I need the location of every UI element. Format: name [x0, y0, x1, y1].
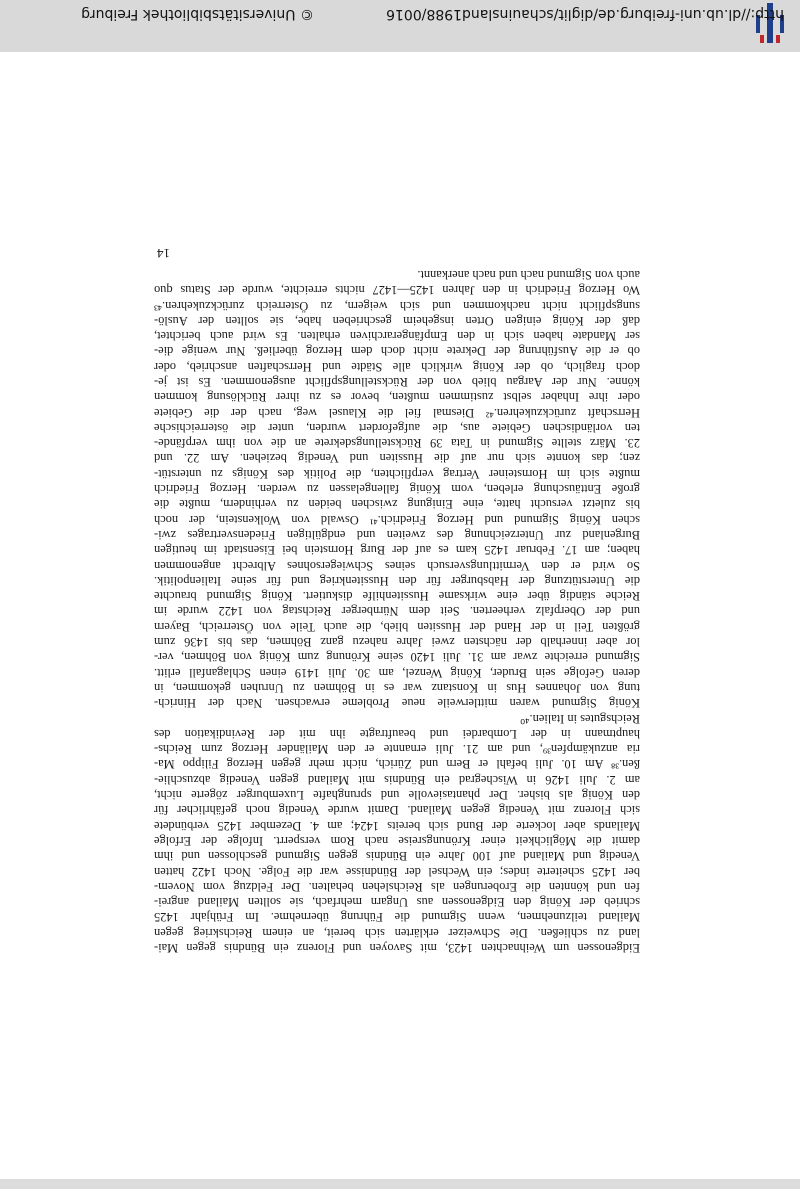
text-line: Sigmund erreichte zwar am 31. Juli 1420 seine Krönung zum König von Böhmen, ver- [154, 650, 640, 665]
body-text [154, 267, 640, 955]
text-line: Eidgenossen um Weihnachten 1423, mit Savoyen und Florenz ein Bündnis gegen Mai- [154, 941, 640, 955]
text-line: ßen.³⁸ Am 10. Juli befahl er Bern und Zürich, nicht mehr gegen Herzog Filippo Ma- [154, 757, 640, 772]
text-line: ria anzukämpfen³⁹, und am 21. Juli ernannte er den Mailänder Herzog zum Reichs- [154, 742, 640, 757]
footer-copyright: © Universitätsbibliothek Freiburg [81, 6, 314, 22]
text-line: So wird er den Vermittlungsversuch seines Schwiegersohnes Albrecht angenommen [154, 558, 640, 573]
text-line: fen und könnten die Eroberungen als Reichslehen behalten. Der Feldzug vom Novem- [154, 879, 640, 894]
text-line: ser Mandate haben sich in den Empfängerarchiven erhalten. Es wird auch berichtet, [154, 329, 640, 344]
text-line: zen; das konnte sich nur auf die Hussiten und Venedig beziehen. Am 22. und [154, 451, 640, 466]
text-line: 23. März stellte Sigmund in Tata 39 Rückstellungsdekrete an die von ihm verpfände- [154, 436, 640, 451]
text-line: könne. Nur der Aargau blieb von der Rückstellungspflicht ausgenommen. Es ist je- [154, 375, 640, 390]
text-line: Reichsgutes in Italien.⁴⁰ [520, 711, 640, 726]
text-line: daß der König einigen Orten insgeheim geschrieben habe, sie sollten der Auslö- [154, 313, 640, 328]
text-line: tung von Johannes Hus in Konstanz war es in Böhmen zu Unruhen gekommen, in [154, 680, 640, 695]
page-number: 14 [157, 246, 170, 261]
text-line: große Enttäuschung erleben, vom König fallengelassen zu werden. Herzog Friedrich [154, 482, 640, 497]
text-line: sich Florenz mit Venedig gegen Mailand. Damit wurde Venedig noch gefährlicher für [154, 803, 640, 818]
text-line: haben; am 17. Februar 1425 kam es auf der Burg Hornstein bei Eisenstadt im heutigen [154, 543, 640, 558]
text-line: mußte sich im Hornsteiner Vertrag verpflichten, die Politik des Königs zu unterstüt- [154, 466, 640, 481]
text-line: ten vorländischen Gebiete aus, die aufgefordert wurden, unter die österreichische [154, 420, 640, 435]
text-line: ber 1425 scheiterte indes; ein Wechsel der Bündnisse war die Folge. Noch 1422 hatten [154, 864, 640, 879]
text-line: größten Teil in der Hand der Hussiten blieb, die auch Teile von Österreich, Bayern [154, 619, 640, 634]
text-line: schrieb der König den Eidgenossen aus Ungarn mehrfach, sie sollten Mailand angrei- [154, 895, 640, 910]
text-line: Wo Herzog Friedrich in den Jahren 1425—1427 nichts erreichte, wurde der Status quo [154, 283, 640, 298]
text-line: deren Gefolge sein Bruder, König Wenzel, am 30. Juli 1419 einen Schlaganfall erlitt. [154, 665, 640, 680]
text-line: bis zuletzt versucht hatte, eine Einigung zwischen beiden zu verhindern, mußte die [154, 497, 640, 512]
text-line: die Unterstützung der Habsburger für den Hussitenkrieg und für seine Italienpolitik. [154, 573, 640, 588]
footer-url-link[interactable]: http://dl.ub.uni-freiburg.de/diglit/schauinsland1988/0016 [386, 6, 784, 22]
text-line: Burgenland zur Unterzeichnung des zweiten und endgültigen Friedensvertrages zwi- [154, 527, 640, 542]
text-line: Mailand teilzunehmen, wenn Sigmund die Führung übernehme. Im Frühjahr 1425 [154, 910, 640, 925]
top-strip [0, 1179, 800, 1189]
text-line: und der Oberpfalz verheerten. Seit dem Nürnberger Reichstag von 1422 wurde im [154, 604, 640, 619]
text-line: ob er die Ausführung der Dekrete nicht doch dem Herzog überließ. Nur wenige die- [154, 344, 640, 359]
text-line: Venedig und Mailand auf 100 Jahre ein Bündnis gegen Sigmund geschlossen und ihm [154, 849, 640, 864]
text-line: lor aber innerhalb der nächsten zwei Jahre nahezu ganz Böhmen, das bis 1436 zum [154, 635, 640, 650]
text-line: den König als bisher. Der phantasievolle und sprunghafte Luxemburger zögerte nicht, [154, 788, 640, 803]
text-line: Herrschaft zurückzukehren.⁴² Diesmal fiel die Klausel weg, nach der die Gebiete [154, 405, 640, 420]
text-line: land zu schließen. Die Schweizer erklärten sich bereit, an einem Reichskrieg gegen [154, 925, 640, 940]
text-line: Reiche ständig über eine wirksame Hussitenhilfe diskutiert. König Sigmund brauchte [154, 589, 640, 604]
text-line: auch von Sigmund nach und nach anerkannt. [417, 267, 640, 282]
text-line: König Sigmund waren mittlerweile neue Probleme erwachsen. Nach der Hinrich- [154, 696, 640, 711]
text-line: schen König Sigmund und Herzog Friedrich.⁴¹ Oswald von Wolkenstein, der noch [154, 512, 640, 527]
text-line: doch fraglich, ob der König wirklich alle Städte und Herrschaften anschrieb, oder [154, 359, 640, 374]
text-line: damit die Möglichkeit einer Krönungsreise nach Rom versperrt. Infolge der Erfolge [154, 833, 640, 848]
text-line: oder ihre Inhaber selbst zustimmen mußten, bevor es zu ihrer Rücklösung kommen [154, 390, 640, 405]
text-line: am 2. Juli 1426 in Wischegrad ein Bündnis mit Mailand gegen Venedig abzuschlie- [154, 772, 640, 787]
text-line: Mailands aber lockerte der Bund sich bereits 1424; am 4. Dezember 1425 verbündete [154, 818, 640, 833]
text-line: sungspflicht nicht nachkommen und sich weigern, zu Österreich zurückzukehren.⁴³ [154, 298, 640, 313]
text-line: hauptmann in der Lombardei und beauftragte ihn mit der Revindikation des [154, 726, 640, 741]
